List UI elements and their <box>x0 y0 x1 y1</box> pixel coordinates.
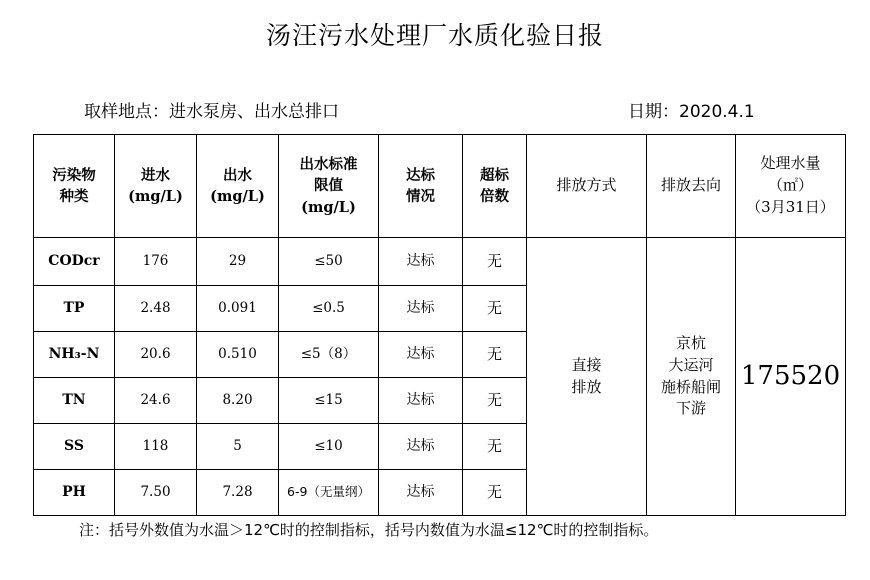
pollutant-name: TN <box>34 378 115 424</box>
compliance-status: 达标 <box>379 424 463 470</box>
header-row <box>34 135 846 238</box>
header-volume: 处理水量 （㎡） （3月31日） <box>736 135 846 238</box>
compliance-status: 达标 <box>379 286 463 332</box>
outflow-value: 5 <box>197 424 279 470</box>
header-inflow: 进水 (mg/L) <box>115 135 197 238</box>
footnote: 注：括号外数值为水温＞12℃时的控制指标，括号内数值为水温≤12℃时的控制指标。 <box>79 521 659 539</box>
water-quality-table <box>33 134 846 516</box>
compliance-status: 达标 <box>379 238 463 286</box>
header-limit: 出水标准 限值 (mg/L) <box>279 135 379 238</box>
report-title: 汤汪污水处理厂水质化验日报 <box>265 21 604 50</box>
limit-value: ≤50 <box>279 238 379 286</box>
report-date: 日期：2020.4.1 <box>628 102 755 122</box>
compliance-status: 达标 <box>379 470 463 516</box>
exceed-multiple: 无 <box>463 424 527 470</box>
outflow-value: 0.091 <box>197 286 279 332</box>
outflow-value: 29 <box>197 238 279 286</box>
limit-value: ≤10 <box>279 424 379 470</box>
exceed-multiple: 无 <box>463 470 527 516</box>
table-row <box>34 238 846 286</box>
limit-value: 6-9（无量纲） <box>279 470 379 516</box>
pollutant-name: NH₃-N <box>34 332 115 378</box>
header-compliance: 达标 情况 <box>379 135 463 238</box>
header-exceed: 超标 倍数 <box>463 135 527 238</box>
inflow-value: 24.6 <box>115 378 197 424</box>
pollutant-name: TP <box>34 286 115 332</box>
header-type: 污染物 种类 <box>34 135 115 238</box>
limit-value: ≤0.5 <box>279 286 379 332</box>
exceed-multiple: 无 <box>463 378 527 424</box>
compliance-status: 达标 <box>379 378 463 424</box>
inflow-value: 2.48 <box>115 286 197 332</box>
inflow-value: 7.50 <box>115 470 197 516</box>
header-destination: 排放去向 <box>647 135 736 238</box>
pollutant-name: SS <box>34 424 115 470</box>
compliance-status: 达标 <box>379 332 463 378</box>
exceed-multiple: 无 <box>463 332 527 378</box>
discharge-destination: 京杭 大运河 施桥船闸 下游 <box>647 238 736 516</box>
header-outflow: 出水 (mg/L) <box>197 135 279 238</box>
outflow-value: 8.20 <box>197 378 279 424</box>
exceed-multiple: 无 <box>463 238 527 286</box>
header-method: 排放方式 <box>527 135 647 238</box>
pollutant-name: CODcr <box>34 238 115 286</box>
pollutant-name: PH <box>34 470 115 516</box>
limit-value: ≤15 <box>279 378 379 424</box>
exceed-multiple: 无 <box>463 286 527 332</box>
discharge-method: 直接 排放 <box>527 238 647 516</box>
inflow-value: 20.6 <box>115 332 197 378</box>
inflow-value: 176 <box>115 238 197 286</box>
inflow-value: 118 <box>115 424 197 470</box>
limit-value: ≤5（8） <box>279 332 379 378</box>
outflow-value: 0.510 <box>197 332 279 378</box>
sample-location: 取样地点：进水泵房、出水总排口 <box>84 102 339 122</box>
outflow-value: 7.28 <box>197 470 279 516</box>
treated-volume: 175520 <box>736 238 846 516</box>
